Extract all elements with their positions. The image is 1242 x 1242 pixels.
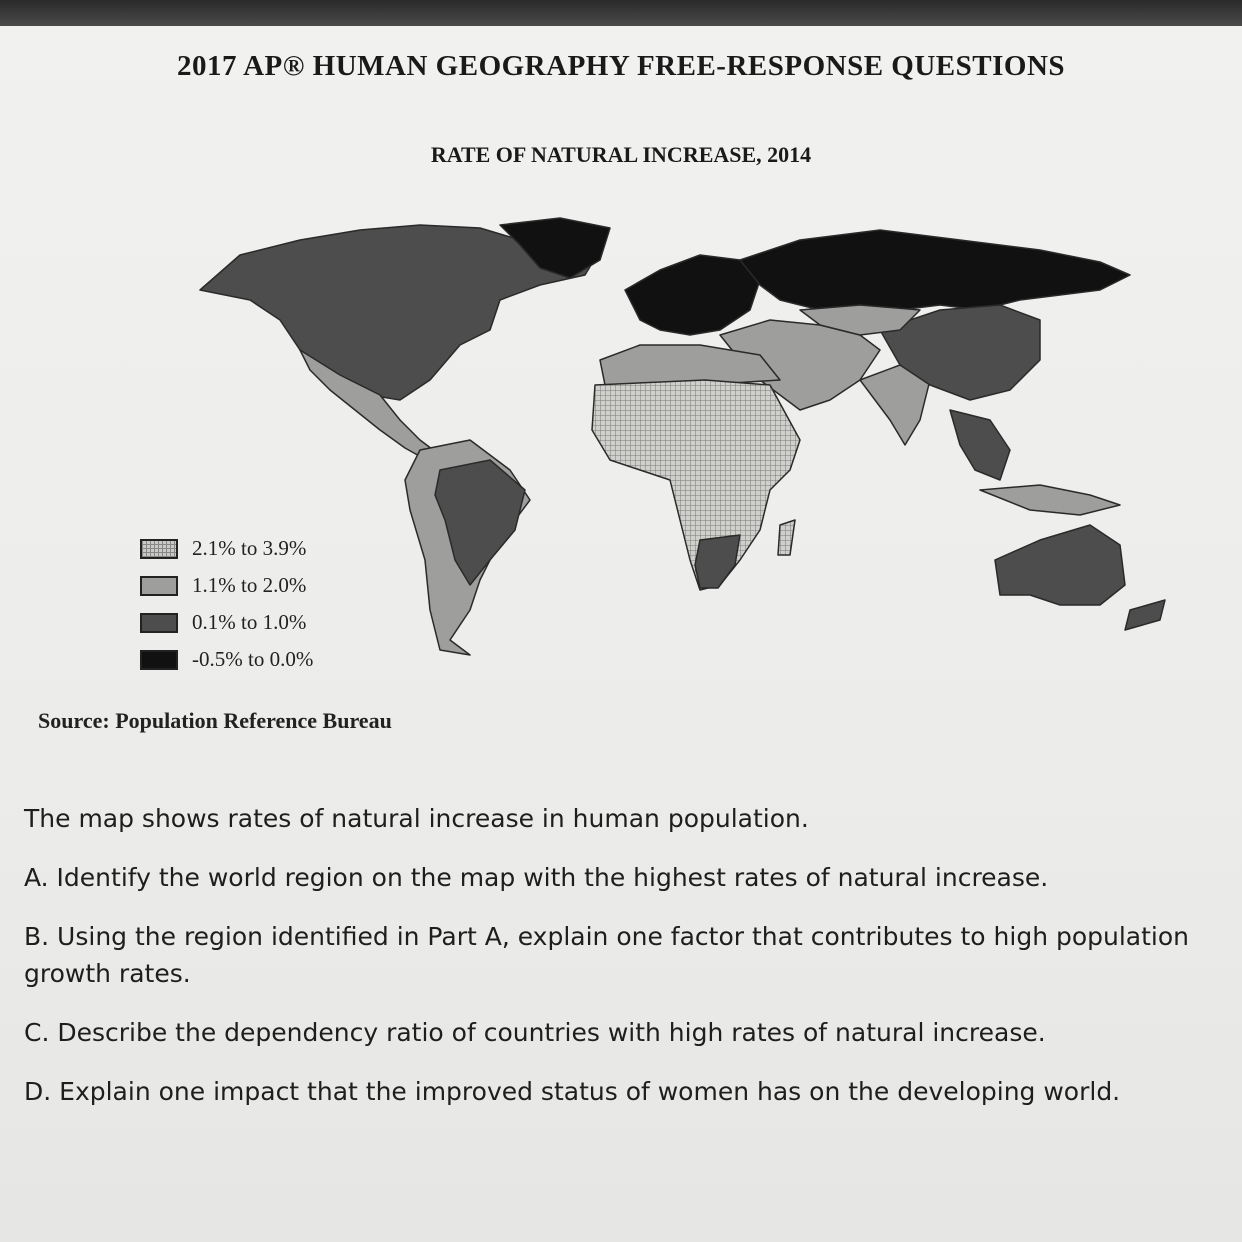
legend-label: -0.5% to 0.0% [192, 647, 314, 671]
question-block [24, 800, 1214, 1132]
map-title: RATE OF NATURAL INCREASE, 2014 [430, 142, 812, 167]
southeast-asia-region [950, 410, 1010, 480]
question-c: C. Describe the dependency ratio of countries with high rates of natural increase. [24, 1018, 1046, 1047]
new-zealand [1125, 600, 1165, 630]
intro-text: The map shows rates of natural increase in human population. [24, 804, 809, 833]
indonesia-region [980, 485, 1120, 515]
legend-label: 2.1% to 3.9% [192, 536, 307, 560]
legend-item-high [140, 530, 313, 567]
legend-swatch-black [140, 650, 178, 670]
question-d: D. Explain one impact that the improved status of women has on the developing world. [24, 1077, 1121, 1106]
legend-swatch-light-gray [140, 576, 178, 596]
australia [995, 525, 1125, 605]
source-citation: Source: Population Reference Bureau [38, 708, 392, 733]
legend-item-mid [140, 567, 313, 604]
madagascar [778, 520, 795, 555]
question-a: A. Identify the world region on the map with the highest rates of natural increase. [24, 863, 1049, 892]
legend-swatch-crosshatch [140, 539, 178, 559]
southern-africa [695, 535, 740, 588]
europe-region [625, 255, 760, 335]
exam-header: 2017 AP® HUMAN GEOGRAPHY FREE-RESPONSE QUESTIONS [176, 50, 1066, 82]
russia-region [740, 230, 1130, 310]
legend-label: 0.1% to 1.0% [192, 610, 307, 634]
legend-item-low [140, 604, 313, 641]
question-b: B. Using the region identified in Part A, explain one factor that contributes to high population growth rates. [24, 922, 1190, 988]
legend-label: 1.1% to 2.0% [192, 573, 307, 597]
legend-swatch-dark-gray [140, 613, 178, 633]
legend-item-negative [140, 641, 313, 678]
map-legend [140, 530, 313, 678]
